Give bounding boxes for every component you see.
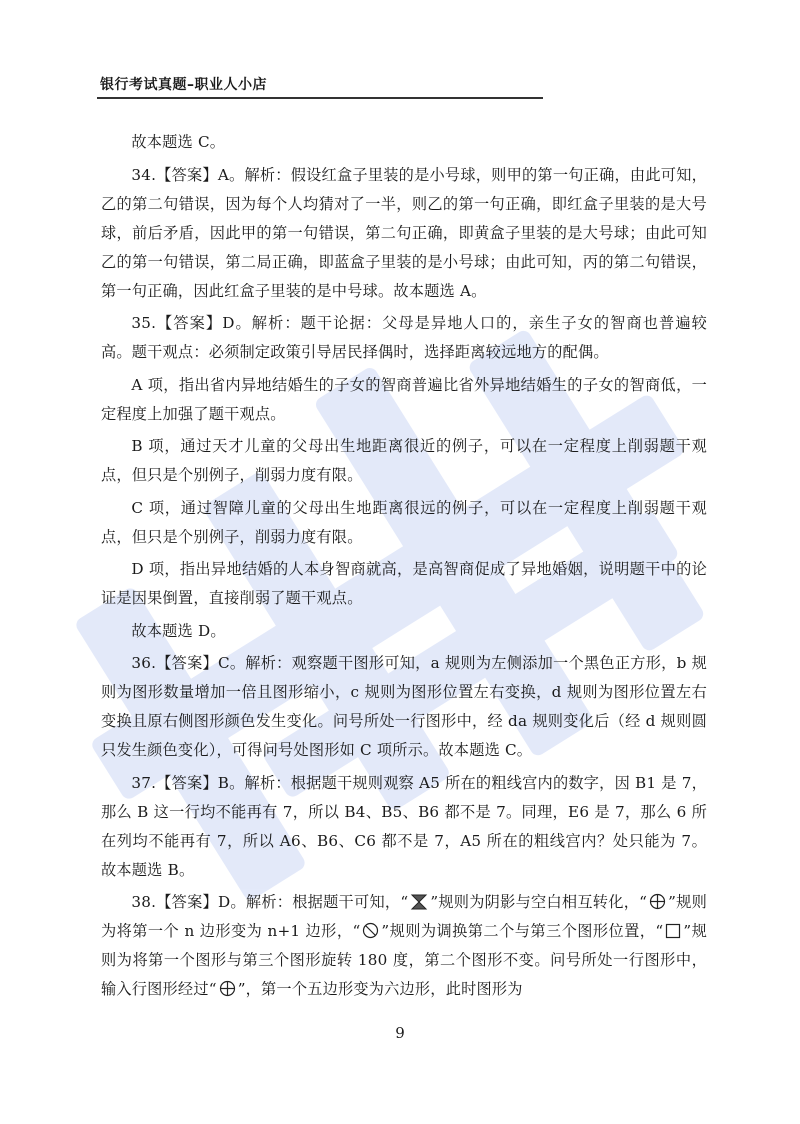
paragraph: A 项，指出省内异地结婚生的子女的智商普遍比省外异地结婚生的子女的智商低，一定程度上加强了题干观点。 bbox=[101, 375, 707, 423]
paragraph: D 项，指出异地结婚的人本身智商就高，是高智商促成了异地婚姻，说明题干中的论证是因果倒置，直接削弱了题干观点。 bbox=[101, 560, 707, 607]
paragraph-q38 bbox=[101, 888, 707, 1004]
page-header-title: 银行考试真题–职业人小店 bbox=[100, 77, 267, 93]
q38-rule1: ”规则为阴影与空白相互转化，“ bbox=[430, 893, 648, 911]
hourglass-icon bbox=[410, 894, 428, 910]
paragraph: C 项，通过智障儿童的父母出生地距离很远的例子，可以在一定程度上削弱题干观点，但只是个别例子，削弱力度有限。 bbox=[101, 498, 707, 546]
q38-lead: 38.【答案】D。解析：根据题干可知，“ bbox=[131, 893, 409, 911]
paragraph: 故本题选 D。 bbox=[131, 621, 226, 640]
q38-tail: ”，第一个五边形变为六边形，此时图形为 bbox=[237, 980, 523, 998]
q38-rule3: ”规则为调换第二个与第三个图形位置，“ bbox=[381, 922, 664, 940]
circle-plus-icon bbox=[649, 893, 666, 910]
q38-rule2: ”规则为将第一个 n 边形变为 n+1 边形，“ bbox=[101, 893, 707, 940]
page-number: 9 bbox=[395, 1024, 405, 1042]
paragraph: 故本题选 C。 bbox=[131, 133, 226, 151]
answer-explanations bbox=[101, 128, 707, 1004]
paragraph: 34.【答案】A。解析：假设红盒子里装的是小号球，则甲的第一句正确，由此可知，乙的第二句错误，因为每个人均猜对了一半，则乙的第一句正确，即红盒子里装的是大号球，前后矛盾，因此甲的第一句错误，第二句正确，即黄盒子里装的是大号球；由此可知乙的第一句错误，第二局正确，即蓝盒子里装的是小号球；由此可知，丙的第二句错误，第一句正确，因此红盒子里装的是中号球。故本题选 A。 bbox=[101, 165, 707, 300]
paragraph: 35.【答案】D。解析：题干论据：父母是异地人口的，亲生子女的智商也普遍较高。题干观点：必须制定政策引导居民择偶时，选择距离较远地方的配偶。 bbox=[101, 314, 707, 361]
header-divider bbox=[97, 97, 543, 99]
q38-rule4: ”规则为将第一个图形与第三个图形旋转 180 度，第二个图形不变。问号所处一行图形中，输入行图形经过“ bbox=[101, 922, 707, 998]
square-icon bbox=[665, 923, 681, 939]
circle-slash-icon bbox=[362, 922, 379, 939]
circle-plus-icon bbox=[219, 980, 236, 997]
paragraph: B 项，通过天才儿童的父母出生地距离很近的例子，可以在一定程度上削弱题干观点，但只是个别例子，削弱力度有限。 bbox=[101, 437, 707, 484]
paragraph: 37.【答案】B。解析：根据题干规则观察 A5 所在的粗线宫内的数字，因 B1 是 7，那么 B 这一行均不能再有 7，所以 B4、B5、B6 都不是 7。同理，E6 是 7，那么 6 所在列均不能再有 7，所以 A6、B6、C6 都不是 7，A5 所在的粗线宫内？处只能为 7。故本题选 B。 bbox=[101, 773, 707, 879]
paragraph: 36.【答案】C。解析：观察题干图形可知，a 规则为左侧添加一个黑色正方形，b 规则为图形数量增加一倍且图形缩小，c 规则为图形位置左右变换，d 规则为图形位置左右变换且原右侧图形颜色发生变化。问号所处一行图形中，经 da 规则变化后（经 d 规则圆只发生颜色变化），可得问号处图形如 C 项所示。故本题选 C。 bbox=[101, 654, 707, 759]
